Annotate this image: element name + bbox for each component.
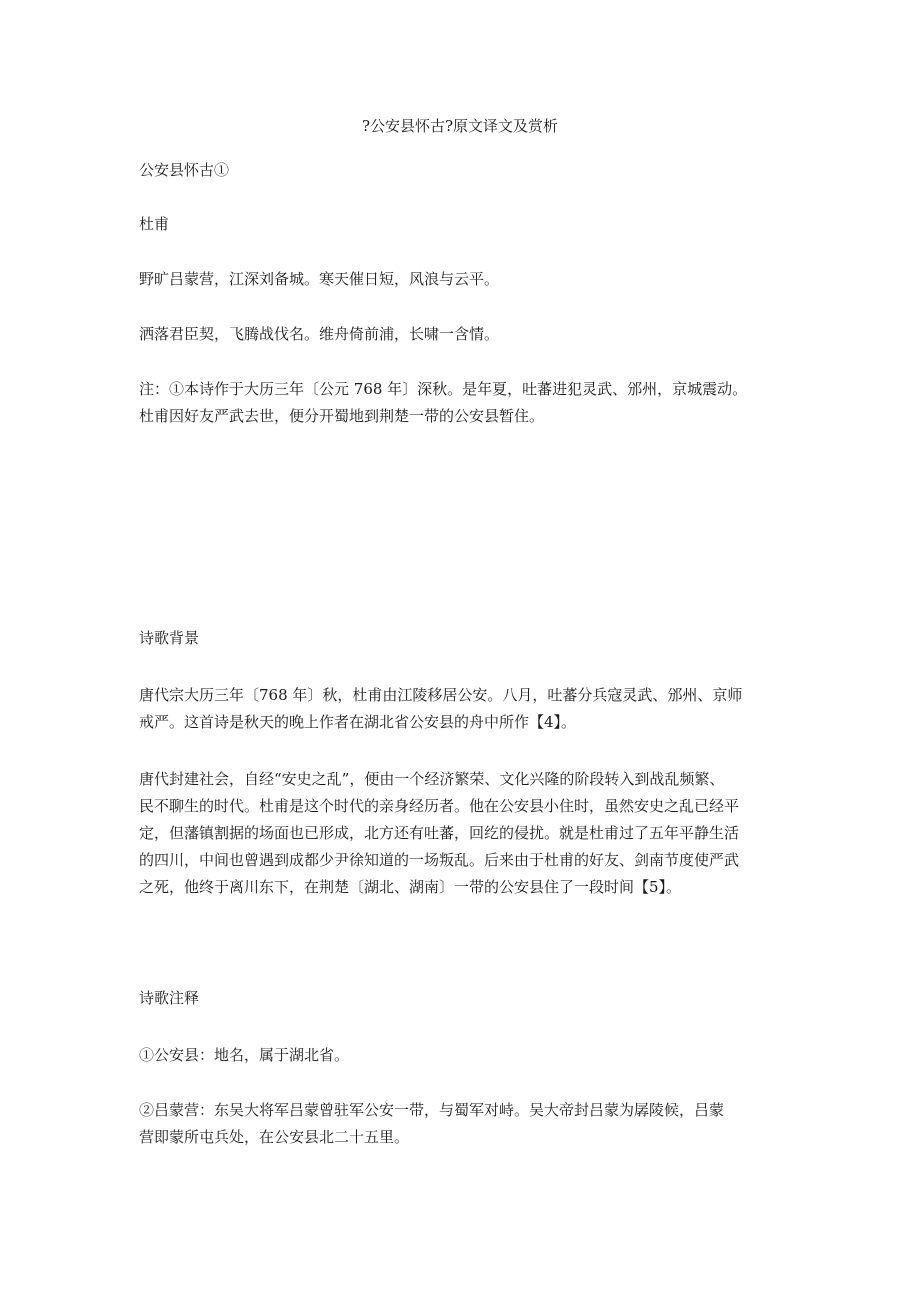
paragraph-line: 营即蒙所屯兵处，在公安县北二十五里。	[139, 1128, 410, 1146]
note-line: 杜甫因好友严武去世，便分开蜀地到荆楚一带的公安县暂住。	[139, 407, 545, 425]
background-paragraph-2	[139, 766, 807, 901]
poem-title: 公安县怀古①	[139, 161, 230, 179]
annotation-2	[139, 1097, 807, 1151]
notes-heading: 诗歌注释	[139, 989, 200, 1007]
background-heading: 诗歌背景	[139, 629, 200, 647]
note-line: 注：①本诗作于大历三年〔公元 768 年〕深秋。是年夏，吐蕃进犯灵武、邠州，京城震动。	[139, 380, 748, 398]
poem-line-1: 野旷吕蒙营，江深刘备城。寒天催日短，风浪与云平。	[139, 270, 500, 288]
poem-author: 杜甫	[139, 215, 170, 233]
document-title: ?公安县怀古?原文译文及赏析	[361, 117, 559, 135]
annotation-1: ①公安县：地名，属于湖北省。	[139, 1046, 350, 1064]
paragraph-line: ②吕蒙营：东吴大将军吕蒙曾驻军公安一带，与蜀军对峙。吴大帝封吕蒙为孱陵候，吕蒙	[139, 1101, 725, 1119]
paragraph-line: 的四川，中间也曾遇到成都少尹徐知道的一场叛乱。后来由于杜甫的好友、剑南节度使严武	[139, 851, 740, 869]
paragraph-line: 民不聊生的时代。杜甫是这个时代的亲身经历者。他在公安县小住时，虽然安史之乱已经平	[139, 797, 740, 815]
paragraph-line: 唐代宗大历三年〔768 年〕秋，杜甫由江陵移居公安。八月，吐蕃分兵寇灵武、邠州、京师	[139, 686, 743, 704]
paragraph-line: 定，但藩镇割据的场面也已形成，北方还有吐蕃，回纥的侵扰。就是杜甫过了五年平静生活	[139, 824, 740, 842]
paragraph-line: 唐代封建社会，自经“安史之乱”，便由一个经济繁荣、文化兴隆的阶段转入到战乱频繁、	[139, 770, 725, 788]
poem-line-2: 洒落君臣契，飞腾战伐名。维舟倚前浦，长啸一含情。	[139, 325, 500, 343]
poem-note	[139, 376, 807, 430]
paragraph-line: 戒严。这首诗是秋天的晚上作者在湖北省公安县的舟中所作【4】。	[139, 713, 577, 731]
background-paragraph-1	[139, 682, 807, 736]
paragraph-line: 之死，他终于离川东下，在荆楚〔湖北、湖南〕一带的公安县住了一段时间【5】。	[139, 878, 682, 896]
